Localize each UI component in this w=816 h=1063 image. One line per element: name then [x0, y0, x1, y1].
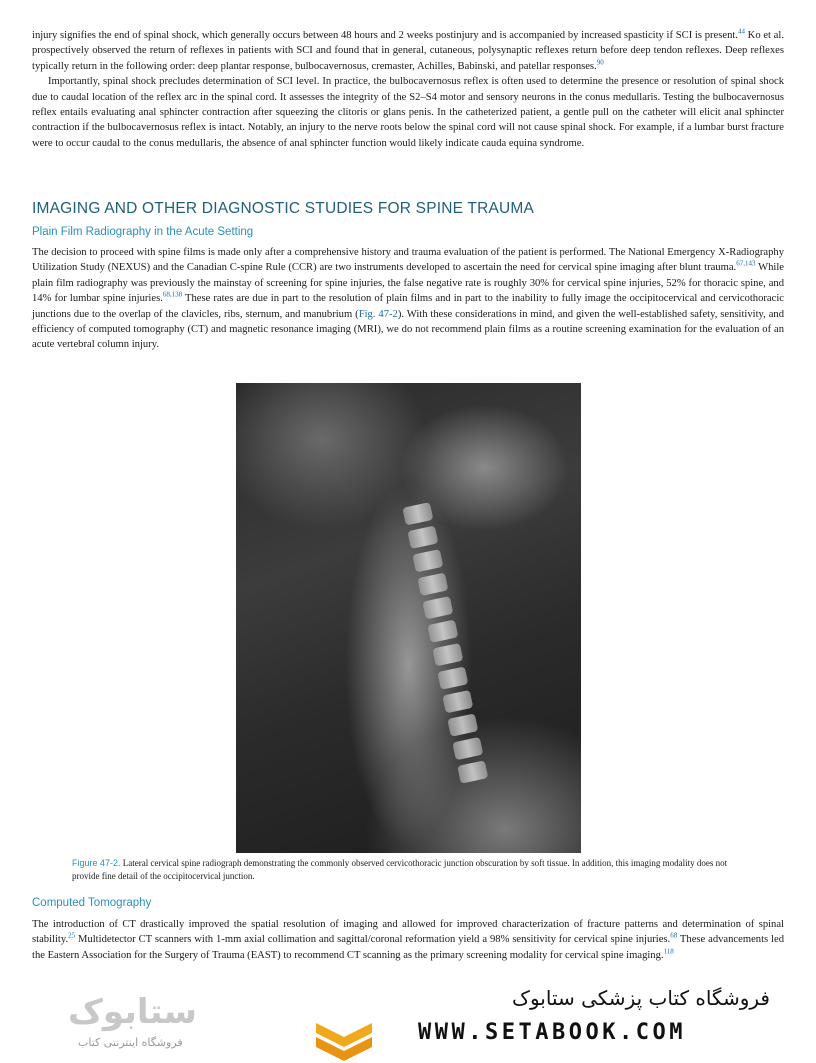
logo-tagline: فروشگاه اینترنتی کتاب — [78, 1036, 183, 1049]
setabook-logo — [68, 992, 293, 1052]
citation-ref[interactable]: 118 — [663, 947, 674, 956]
page-top-text — [32, 28, 784, 151]
logo-wordmark: ستابوک — [68, 992, 197, 1032]
citation-ref[interactable]: 67,143 — [736, 259, 756, 268]
figure-link[interactable]: Fig. 47-2 — [358, 308, 398, 320]
figure-caption: Figure 47-2. Lateral cervical spine radiograph demonstrating the commonly observed cervicothoracic junction obscuration by soft tissue. In addition, this imaging modality does not provide fine detail of the occipitocervical junction. — [72, 858, 728, 881]
citation-ref[interactable]: 68,138 — [162, 290, 183, 299]
book-logo-icon — [312, 1017, 376, 1063]
subheading-plain-film: Plain Film Radiography in the Acute Setting — [32, 226, 254, 238]
xray-image — [236, 383, 581, 853]
cervical-spine-shape — [402, 502, 492, 802]
citation-ref[interactable]: 25 — [68, 931, 76, 940]
shop-name: فروشگاه کتاب پزشکی ستابوک — [512, 986, 770, 1010]
shop-url[interactable]: WWW.SETABOOK.COM — [418, 1020, 686, 1045]
watermark-footer — [0, 972, 816, 1056]
paragraph-spinal-shock-end: injury signifies the end of spinal shock, which generally occurs between 48 hours and 2 weeks postinjury and is accompanied by increased spasticity if SCI is present.$^{44}$ Ko et al. prospectively observed the return of reflexes in patients with SCI and found that in general, cutaneous, polysynaptic reflexes return before deep tendon reflexes. Deep reflexes typically return in the following order: deep plantar response, bulbocavernosus, cremaster, Achilles, Babinski, and patellar responses.$^{90}$ — [32, 27, 784, 72]
paragraph-plain-film: The decision to proceed with spine films is made only after a comprehensive history and trauma evaluation of the patient is performed. The National Emergency X-Radiography Utilization Study (NEXUS) and the Canadian C-spine Rule (CCR) are two instruments developed to ascertain the need for cervical spine imaging after blunt trauma.$^{67,143}$ While plain film radiography was previously the mainstay of screening for spine injuries, the false negative rate is roughly 30% for cervical spine injuries, 52% for thoracic spine, and 14% for lumbar spine injuries.$^{68,138}$ These rates are due in part to the resolution of plain films and in part to the inability to fully image the occipitocervical and cervicothoracic junctions due to the overlap of the clavicles, ribs, sternum, and manubrium (Fig. 47-2). With these considerations in mind, and given the well-established safety, sensitivity, and efficiency of computed tomography (CT) and magnetic resonance imaging (MRI), we do not recommend plain films as a routine screening examination for the evaluation of an acute vertebral column injury. — [32, 247, 785, 351]
figure-caption-label: Figure 47-2. — [72, 858, 121, 868]
paragraph-bulbocavernosus: Importantly, spinal shock precludes determination of SCI level. In practice, the bulbocavernosus reflex is often used to determine the presence or resolution of spinal shock due to caudal location of the reflex arc in the spinal cord. It assesses the integrity of the S2–S4 motor and sensory neurons in the conus medullaris. Testing the bulbocavernosus reflex entails evaluating anal sphincter contraction after squeezing the clitoris or glans penis. In the catheterized patient, a gentle pull on the catheter will elicit anal sphincter contraction if the bulbocavernosus reflex is intact. Notably, an injury to the nerve roots below the spinal cord will not cause spinal shock. For example, if a lumbar burst fracture were to occur caudal to the conus medullaris, the absence of anal sphincter function would likely indicate cauda equina syndrome. — [32, 76, 784, 149]
citation-ref[interactable]: 68 — [670, 931, 678, 940]
paragraph-computed-tomography: The introduction of CT drastically improved the spatial resolution of imaging and allowed for improved characterization of fracture patterns and determination of spinal stability.$^{25}$ Multidetector CT scanners with 1-mm axial collimation and sagittal/coronal reformation yield a 98% sensitivity for cervical spine injuries.$^{68}$ These advancements led the Eastern Association for the Surgery of Trauma (EAST) to recommend CT scanning as the primary screening modality for cervical spine imaging.$^{118}$ — [32, 919, 784, 961]
citation-ref[interactable]: 90 — [596, 58, 604, 67]
section-heading: IMAGING AND OTHER DIAGNOSTIC STUDIES FOR SPINE TRAUMA — [32, 200, 535, 217]
subheading-computed-tomography: Computed Tomography — [32, 897, 152, 909]
citation-ref[interactable]: 44 — [737, 27, 745, 36]
